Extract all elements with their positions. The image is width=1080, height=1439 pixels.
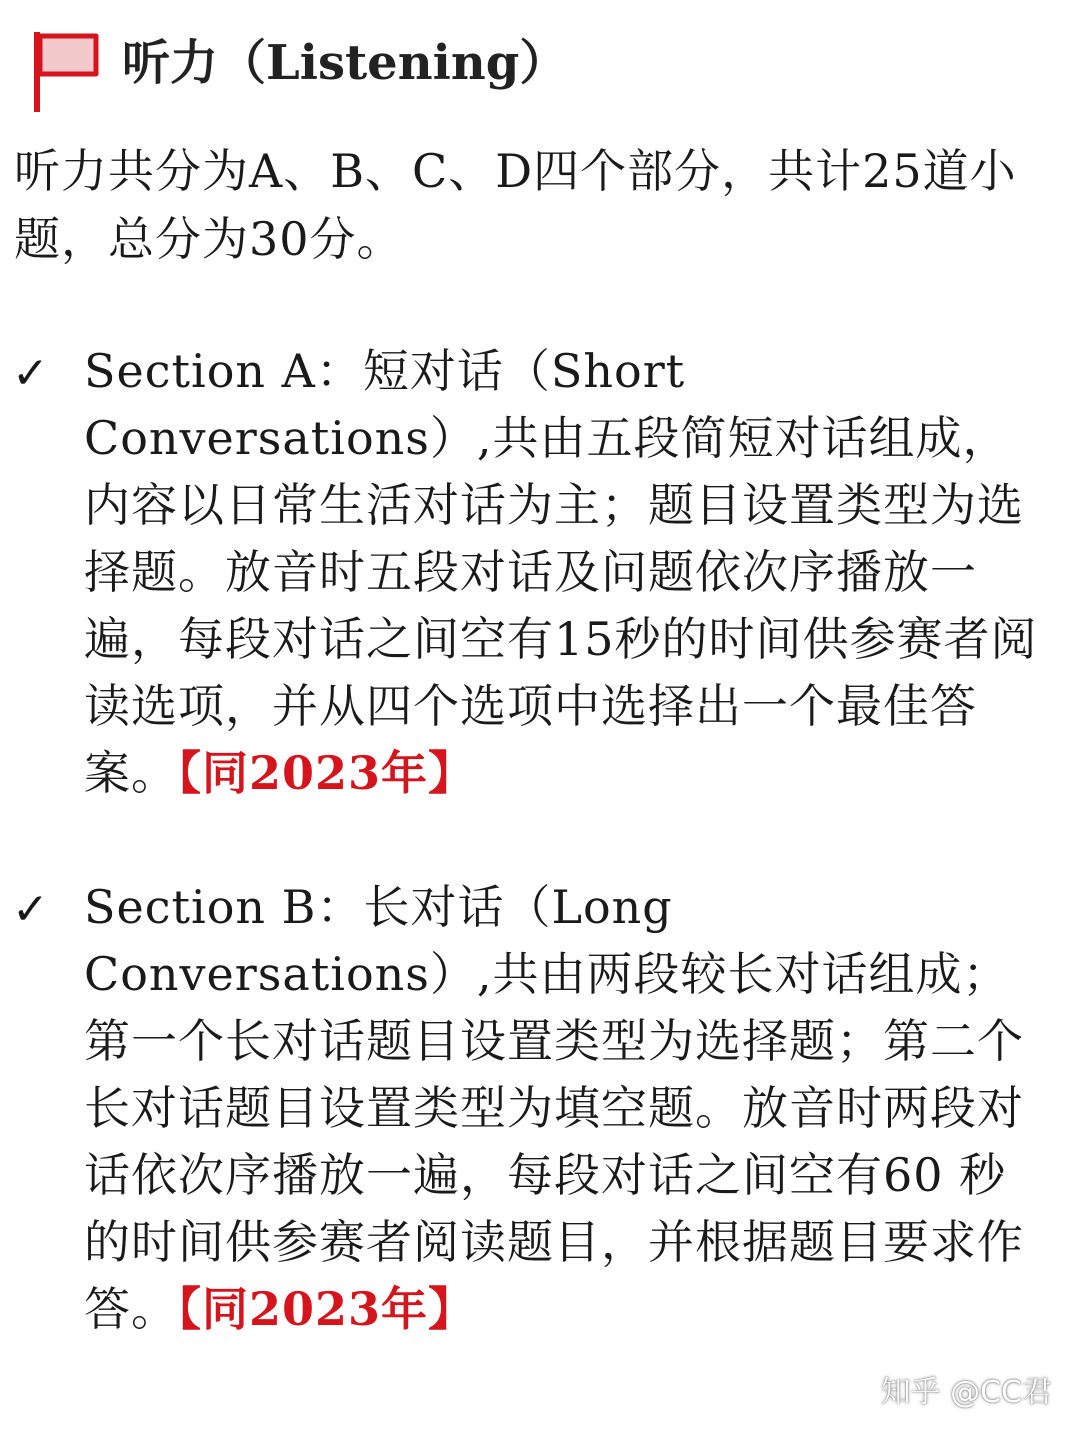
intro-paragraph: 听力共分为A、B、C、D四个部分，共计25道小题，总分为30分。	[14, 144, 1017, 266]
section-a-tag: 【同2023年】	[178, 746, 476, 800]
watermark: 知乎 @CC君	[880, 1375, 1052, 1410]
section-a-body: Section A：短对话（Short Conversations）,共由五段简短对话组成，内容以日常生活对话为主；题目设置类型为选择题。放音时五段对话及问题依次序播放一遍，每段对话之间空有15秒的时间供参赛者阅读选项，并从四个选项中选择出一个最佳答案。	[84, 344, 1038, 800]
section-b-body: Section B：长对话（Long Conversations）,共由两段较长对话组成；第一个长对话题目设置类型为选择题；第二个长对话题目设置类型为填空题。放音时两段对话依次序播放一遍，每段对话之间空有60 秒的时间供参赛者阅读题目，并根据题目要求作答。	[84, 880, 1024, 1336]
section-a-text	[84, 338, 1044, 807]
flag-icon	[30, 30, 102, 114]
section-b-tag: 【同2023年】	[178, 1282, 476, 1336]
section-b-text	[84, 874, 1044, 1343]
section-heading: 听力（Listening）	[122, 35, 568, 91]
checkmark-icon: ✓	[12, 348, 49, 399]
checkmark-icon: ✓	[12, 884, 49, 935]
